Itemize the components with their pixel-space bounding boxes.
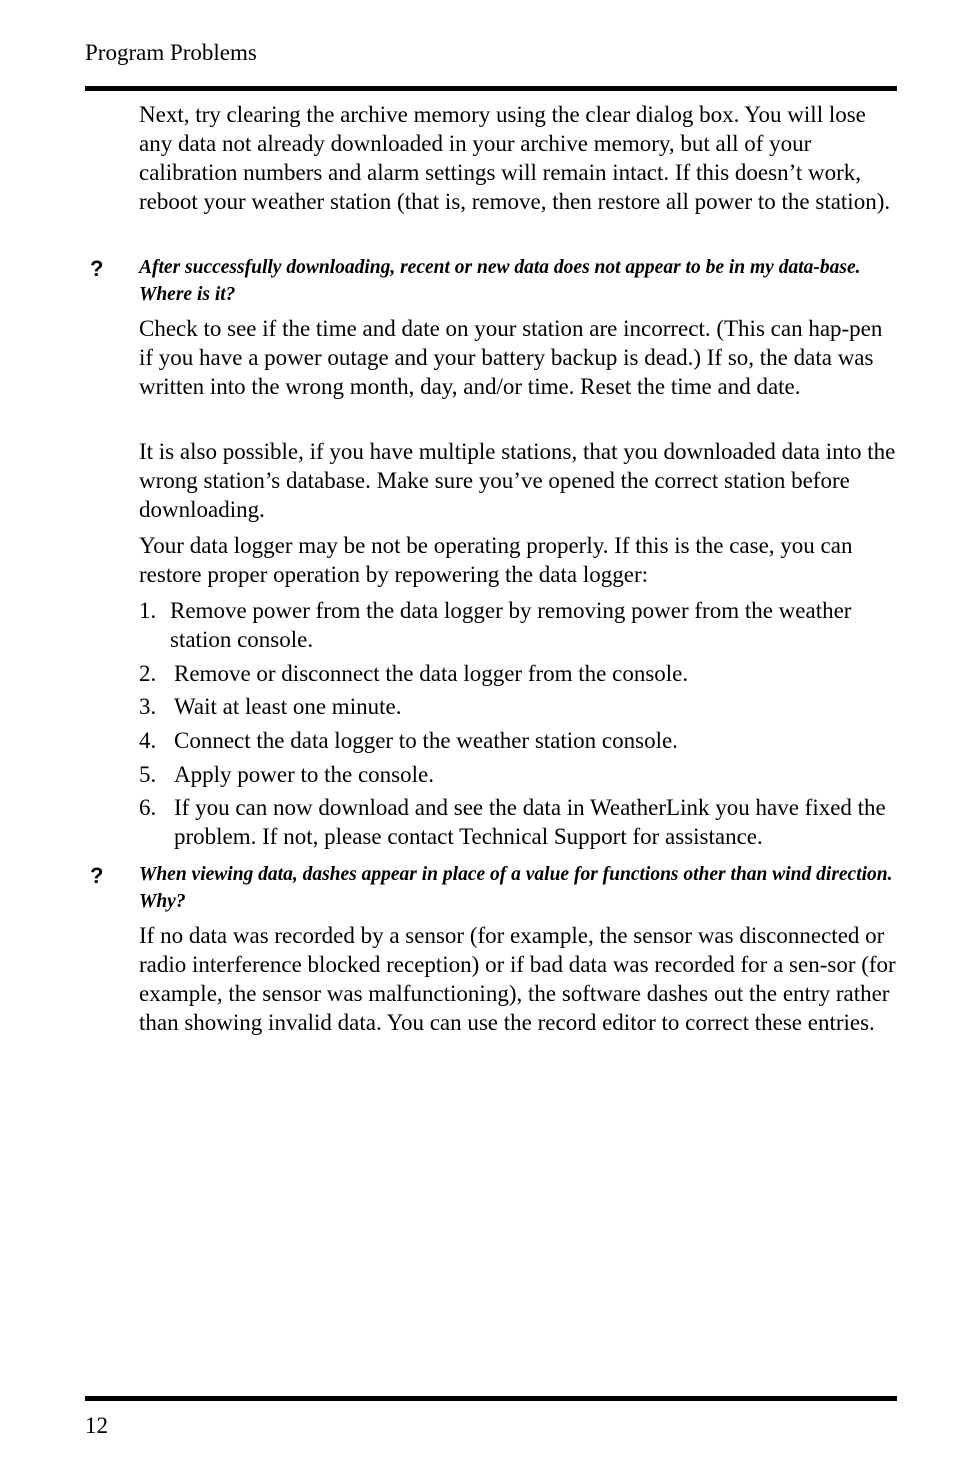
step-number: 3. (139, 694, 157, 719)
step-number: 6. (139, 795, 157, 820)
footer-rule (85, 1396, 897, 1401)
answer-paragraph: If no data was recorded by a sensor (for example, the sensor was disconnected or radio interference blocked reception) or if bad data was recorded for a sen-sor (for example, the sensor was malfunctioning), the software dashes out the entry rather than showing invalid data. You can use the record editor to correct these entries. (139, 923, 896, 1035)
step-number: 2. (139, 661, 157, 686)
question-heading: After successfully downloading, recent or new data does not appear to be in my data-base. Where is it? (139, 257, 861, 305)
step-number: 5. (139, 762, 157, 787)
answer-paragraph: It is also possible, if you have multiple stations, that you downloaded data into the wrong station’s database. Make sure you’ve opened the correct station before downloading. (139, 439, 896, 522)
step-text: Wait at least one minute. (174, 694, 402, 719)
step-number: 1. (139, 598, 157, 623)
intro-paragraph: Next, try clearing the archive memory using the clear dialog box. You will lose any data not already downloaded in your archive memory, but all of your calibration numbers and alarm settings will remain intact. If this doesn’t work, reboot your weather station (that is, remove, then restore all power to the station). (139, 102, 891, 214)
step-text: Connect the data logger to the weather station console. (174, 728, 678, 753)
step-text: Apply power to the console. (174, 762, 434, 787)
step-text: Remove power from the data logger by removing power from the weather station console. (170, 598, 852, 652)
step-text: If you can now download and see the data in WeatherLink you have fixed the problem. If not, please contact Technical Support for assistance. (174, 795, 886, 849)
question-mark-icon: ? (90, 863, 104, 888)
header-rule (85, 86, 897, 91)
answer-paragraph: Your data logger may be not be operating properly. If this is the case, you can restore proper operation by repowering the data logger: (139, 533, 853, 587)
step-number: 4. (139, 728, 157, 753)
question-heading: When viewing data, dashes appear in place of a value for functions other than wind direction. Why? (139, 864, 893, 912)
page-number: 12 (85, 1413, 108, 1438)
running-header: Program Problems (85, 40, 257, 65)
question-mark-icon: ? (90, 256, 104, 281)
step-text: Remove or disconnect the data logger from the console. (174, 661, 689, 686)
answer-paragraph: Check to see if the time and date on your station are incorrect. (This can hap-pen if you have a power outage and your battery backup is dead.) If so, the data was written into the wrong month, day, and/or time. Reset the time and date. (139, 316, 883, 399)
